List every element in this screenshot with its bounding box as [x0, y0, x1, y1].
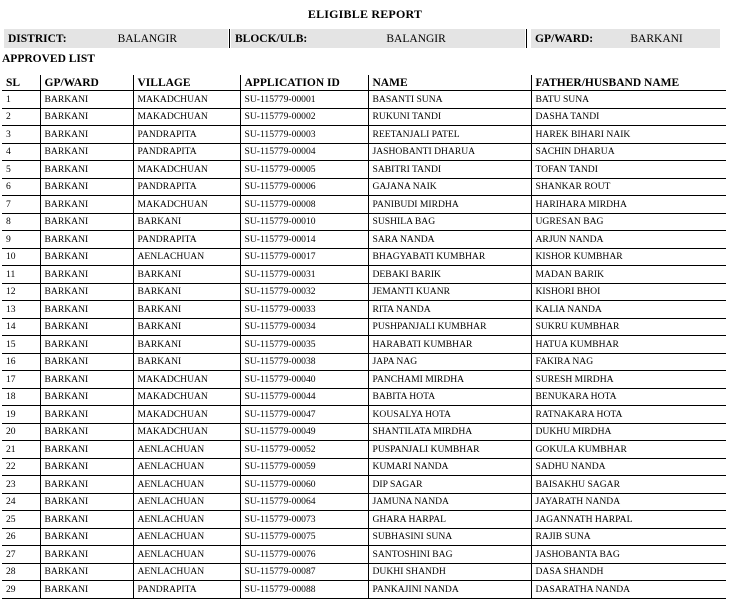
application-id-cell: SU-115779-00087: [240, 563, 368, 581]
village-cell: MAKADCHUAN: [133, 91, 240, 109]
header-village: VILLAGE: [133, 75, 240, 91]
father-husband-name-cell: DUKHU MIRDHA: [531, 423, 726, 441]
village-cell: PANDRAPITA: [133, 143, 240, 161]
sl-cell: 23: [2, 476, 40, 494]
sl-cell: 28: [2, 563, 40, 581]
table-row: [2, 581, 726, 599]
divider: [525, 29, 531, 48]
village-cell: BARKANI: [133, 336, 240, 354]
name-cell: GHARA HARPAL: [368, 511, 531, 529]
gp-ward-cell: BARKANI: [40, 336, 133, 354]
application-id-cell: SU-115779-00004: [240, 143, 368, 161]
table-row: [2, 318, 726, 336]
name-cell: BASANTI SUNA: [368, 91, 531, 109]
application-id-cell: SU-115779-00073: [240, 511, 368, 529]
village-cell: AENLACHUAN: [133, 458, 240, 476]
header-father-husband-name: FATHER/HUSBAND NAME: [531, 75, 726, 91]
father-husband-name-cell: SADHU NANDA: [531, 458, 726, 476]
village-cell: MAKADCHUAN: [133, 423, 240, 441]
father-husband-name-cell: SURESH MIRDHA: [531, 371, 726, 389]
sl-cell: 20: [2, 423, 40, 441]
name-cell: PUSPANJALI KUMBHAR: [368, 441, 531, 459]
application-id-cell: SU-115779-00040: [240, 371, 368, 389]
district-label: DISTRICT:: [8, 32, 67, 45]
table-row: [2, 283, 726, 301]
village-cell: BARKANI: [133, 283, 240, 301]
sl-cell: 9: [2, 231, 40, 249]
application-id-cell: SU-115779-00064: [240, 493, 368, 511]
table-row: [2, 563, 726, 581]
sl-cell: 27: [2, 546, 40, 564]
father-husband-name-cell: GOKULA KUMBHAR: [531, 441, 726, 459]
application-id-cell: SU-115779-00044: [240, 388, 368, 406]
name-cell: JEMANTI KUANR: [368, 283, 531, 301]
table-body: [2, 91, 726, 599]
application-id-cell: SU-115779-00017: [240, 248, 368, 266]
gp-cell: [531, 29, 720, 48]
table-row: [2, 248, 726, 266]
gp-ward-cell: BARKANI: [40, 196, 133, 214]
sl-cell: 1: [2, 91, 40, 109]
table-row: [2, 178, 726, 196]
name-cell: JASHOBANTI DHARUA: [368, 143, 531, 161]
gp-ward-cell: BARKANI: [40, 301, 133, 319]
table-row: [2, 91, 726, 109]
name-cell: DEBAKI BARIK: [368, 266, 531, 284]
sl-cell: 8: [2, 213, 40, 231]
village-cell: BARKANI: [133, 213, 240, 231]
gp-ward-cell: BARKANI: [40, 283, 133, 301]
block-cell: [231, 29, 525, 48]
block-label: BLOCK/ULB:: [235, 32, 308, 45]
village-cell: MAKADCHUAN: [133, 196, 240, 214]
table-row: [2, 546, 726, 564]
gp-ward-cell: BARKANI: [40, 161, 133, 179]
table-row: [2, 161, 726, 179]
gp-ward-cell: BARKANI: [40, 108, 133, 126]
sl-cell: 17: [2, 371, 40, 389]
gp-ward-cell: BARKANI: [40, 178, 133, 196]
table-row: [2, 266, 726, 284]
name-cell: SANTOSHINI BAG: [368, 546, 531, 564]
gp-ward-cell: BARKANI: [40, 371, 133, 389]
village-cell: AENLACHUAN: [133, 493, 240, 511]
sl-cell: 14: [2, 318, 40, 336]
application-id-cell: SU-115779-00006: [240, 178, 368, 196]
header-sl: SL: [2, 75, 40, 91]
sl-cell: 18: [2, 388, 40, 406]
gp-ward-cell: BARKANI: [40, 91, 133, 109]
application-id-cell: SU-115779-00014: [240, 231, 368, 249]
father-husband-name-cell: JAYARATH NANDA: [531, 493, 726, 511]
father-husband-name-cell: DASHA TANDI: [531, 108, 726, 126]
sl-cell: 4: [2, 143, 40, 161]
name-cell: SUBHASINI SUNA: [368, 528, 531, 546]
sl-cell: 25: [2, 511, 40, 529]
table-row: [2, 423, 726, 441]
table-row: [2, 213, 726, 231]
name-cell: PANCHAMI MIRDHA: [368, 371, 531, 389]
gp-value: BARKANI: [630, 32, 683, 45]
father-husband-name-cell: BATU SUNA: [531, 91, 726, 109]
name-cell: JAPA NAG: [368, 353, 531, 371]
sl-cell: 6: [2, 178, 40, 196]
table-row: [2, 528, 726, 546]
application-id-cell: SU-115779-00047: [240, 406, 368, 424]
gp-ward-cell: BARKANI: [40, 231, 133, 249]
district-cell: [4, 29, 228, 48]
gp-ward-cell: BARKANI: [40, 318, 133, 336]
gp-ward-cell: BARKANI: [40, 493, 133, 511]
village-cell: AENLACHUAN: [133, 511, 240, 529]
village-cell: BARKANI: [133, 318, 240, 336]
application-id-cell: SU-115779-00003: [240, 126, 368, 144]
gp-ward-cell: BARKANI: [40, 126, 133, 144]
name-cell: GAJANA NAIK: [368, 178, 531, 196]
gp-ward-cell: BARKANI: [40, 388, 133, 406]
application-id-cell: SU-115779-00031: [240, 266, 368, 284]
application-id-cell: SU-115779-00088: [240, 581, 368, 599]
village-cell: AENLACHUAN: [133, 528, 240, 546]
application-id-cell: SU-115779-00052: [240, 441, 368, 459]
table-row: [2, 353, 726, 371]
father-husband-name-cell: MADAN BARIK: [531, 266, 726, 284]
approved-list-table: [2, 75, 726, 599]
application-id-cell: SU-115779-00005: [240, 161, 368, 179]
table-row: [2, 511, 726, 529]
header-application-id: APPLICATION ID: [240, 75, 368, 91]
father-husband-name-cell: DASA SHANDH: [531, 563, 726, 581]
village-cell: MAKADCHUAN: [133, 108, 240, 126]
table-row: [2, 406, 726, 424]
name-cell: SARA NANDA: [368, 231, 531, 249]
father-husband-name-cell: UGRESAN BAG: [531, 213, 726, 231]
name-cell: BHAGYABATI KUMBHAR: [368, 248, 531, 266]
header-gp-ward: GP/WARD: [40, 75, 133, 91]
gp-ward-cell: BARKANI: [40, 213, 133, 231]
application-id-cell: SU-115779-00060: [240, 476, 368, 494]
name-cell: KUMARI NANDA: [368, 458, 531, 476]
father-husband-name-cell: JAGANNATH HARPAL: [531, 511, 726, 529]
name-cell: BABITA HOTA: [368, 388, 531, 406]
sl-cell: 3: [2, 126, 40, 144]
gp-ward-cell: BARKANI: [40, 563, 133, 581]
table-row: [2, 143, 726, 161]
divider: [228, 29, 231, 48]
name-cell: DUKHI SHANDH: [368, 563, 531, 581]
sl-cell: 24: [2, 493, 40, 511]
gp-ward-cell: BARKANI: [40, 528, 133, 546]
application-id-cell: SU-115779-00033: [240, 301, 368, 319]
village-cell: MAKADCHUAN: [133, 406, 240, 424]
gp-ward-cell: BARKANI: [40, 458, 133, 476]
name-cell: KOUSALYA HOTA: [368, 406, 531, 424]
father-husband-name-cell: KISHOR KUMBHAR: [531, 248, 726, 266]
gp-ward-cell: BARKANI: [40, 143, 133, 161]
gp-ward-cell: BARKANI: [40, 248, 133, 266]
block-value: BALANGIR: [386, 32, 446, 45]
table-row: [2, 336, 726, 354]
father-husband-name-cell: JASHOBANTA BAG: [531, 546, 726, 564]
name-cell: SHANTILATA MIRDHA: [368, 423, 531, 441]
village-cell: PANDRAPITA: [133, 581, 240, 599]
sl-cell: 5: [2, 161, 40, 179]
gp-ward-cell: BARKANI: [40, 266, 133, 284]
name-cell: RITA NANDA: [368, 301, 531, 319]
village-cell: PANDRAPITA: [133, 178, 240, 196]
name-cell: REETANJALI PATEL: [368, 126, 531, 144]
name-cell: PUSHPANJALI KUMBHAR: [368, 318, 531, 336]
sl-cell: 29: [2, 581, 40, 599]
father-husband-name-cell: SACHIN DHARUA: [531, 143, 726, 161]
father-husband-name-cell: SHANKAR ROUT: [531, 178, 726, 196]
application-id-cell: SU-115779-00001: [240, 91, 368, 109]
village-cell: AENLACHUAN: [133, 441, 240, 459]
father-husband-name-cell: BENUKARA HOTA: [531, 388, 726, 406]
application-id-cell: SU-115779-00075: [240, 528, 368, 546]
sl-cell: 13: [2, 301, 40, 319]
header-name: NAME: [368, 75, 531, 91]
gp-ward-cell: BARKANI: [40, 406, 133, 424]
sl-cell: 2: [2, 108, 40, 126]
gp-label: GP/WARD:: [535, 32, 594, 45]
father-husband-name-cell: SUKRU KUMBHAR: [531, 318, 726, 336]
sl-cell: 12: [2, 283, 40, 301]
application-id-cell: SU-115779-00049: [240, 423, 368, 441]
sl-cell: 21: [2, 441, 40, 459]
village-cell: MAKADCHUAN: [133, 161, 240, 179]
table-row: [2, 231, 726, 249]
table-row: [2, 388, 726, 406]
father-husband-name-cell: HARIHARA MIRDHA: [531, 196, 726, 214]
name-cell: SABITRI TANDI: [368, 161, 531, 179]
sl-cell: 15: [2, 336, 40, 354]
village-cell: MAKADCHUAN: [133, 371, 240, 389]
table-row: [2, 196, 726, 214]
sl-cell: 11: [2, 266, 40, 284]
table-row: [2, 476, 726, 494]
table-row: [2, 108, 726, 126]
application-id-cell: SU-115779-00008: [240, 196, 368, 214]
village-cell: BARKANI: [133, 266, 240, 284]
district-value: BALANGIR: [117, 32, 177, 45]
father-husband-name-cell: TOFAN TANDI: [531, 161, 726, 179]
father-husband-name-cell: DASARATHA NANDA: [531, 581, 726, 599]
name-cell: HARABATI KUMBHAR: [368, 336, 531, 354]
sl-cell: 16: [2, 353, 40, 371]
sl-cell: 10: [2, 248, 40, 266]
village-cell: PANDRAPITA: [133, 231, 240, 249]
village-cell: BARKANI: [133, 353, 240, 371]
application-id-cell: SU-115779-00035: [240, 336, 368, 354]
location-info-bar: [4, 29, 720, 48]
gp-ward-cell: BARKANI: [40, 476, 133, 494]
report-title: ELIGIBLE REPORT: [307, 7, 423, 21]
sl-cell: 22: [2, 458, 40, 476]
village-cell: MAKADCHUAN: [133, 388, 240, 406]
father-husband-name-cell: RATNAKARA HOTA: [531, 406, 726, 424]
table-row: [2, 458, 726, 476]
village-cell: PANDRAPITA: [133, 126, 240, 144]
father-husband-name-cell: FAKIRA NAG: [531, 353, 726, 371]
sl-cell: 7: [2, 196, 40, 214]
gp-ward-cell: BARKANI: [40, 511, 133, 529]
application-id-cell: SU-115779-00032: [240, 283, 368, 301]
list-title: APPROVED LIST: [2, 53, 95, 65]
gp-ward-cell: BARKANI: [40, 423, 133, 441]
village-cell: BARKANI: [133, 301, 240, 319]
name-cell: DIP SAGAR: [368, 476, 531, 494]
name-cell: JAMUNA NANDA: [368, 493, 531, 511]
table-row: [2, 301, 726, 319]
application-id-cell: SU-115779-00010: [240, 213, 368, 231]
name-cell: PANIBUDI MIRDHA: [368, 196, 531, 214]
gp-ward-cell: BARKANI: [40, 441, 133, 459]
table-row: [2, 126, 726, 144]
application-id-cell: SU-115779-00034: [240, 318, 368, 336]
application-id-cell: SU-115779-00038: [240, 353, 368, 371]
village-cell: AENLACHUAN: [133, 563, 240, 581]
table-row: [2, 493, 726, 511]
name-cell: RUKUNI TANDI: [368, 108, 531, 126]
gp-ward-cell: BARKANI: [40, 546, 133, 564]
father-husband-name-cell: KISHORI BHOI: [531, 283, 726, 301]
table-row: [2, 371, 726, 389]
table-row: [2, 441, 726, 459]
father-husband-name-cell: ARJUN NANDA: [531, 231, 726, 249]
father-husband-name-cell: HATUA KUMBHAR: [531, 336, 726, 354]
village-cell: AENLACHUAN: [133, 248, 240, 266]
application-id-cell: SU-115779-00002: [240, 108, 368, 126]
sl-cell: 26: [2, 528, 40, 546]
table-header-row: [2, 75, 726, 91]
father-husband-name-cell: HAREK BIHARI NAIK: [531, 126, 726, 144]
sl-cell: 19: [2, 406, 40, 424]
father-husband-name-cell: BAISAKHU SAGAR: [531, 476, 726, 494]
village-cell: AENLACHUAN: [133, 546, 240, 564]
application-id-cell: SU-115779-00076: [240, 546, 368, 564]
village-cell: AENLACHUAN: [133, 476, 240, 494]
gp-ward-cell: BARKANI: [40, 581, 133, 599]
application-id-cell: SU-115779-00059: [240, 458, 368, 476]
gp-ward-cell: BARKANI: [40, 353, 133, 371]
father-husband-name-cell: RAJIB SUNA: [531, 528, 726, 546]
father-husband-name-cell: KALIA NANDA: [531, 301, 726, 319]
name-cell: SUSHILA BAG: [368, 213, 531, 231]
name-cell: PANKAJINI NANDA: [368, 581, 531, 599]
